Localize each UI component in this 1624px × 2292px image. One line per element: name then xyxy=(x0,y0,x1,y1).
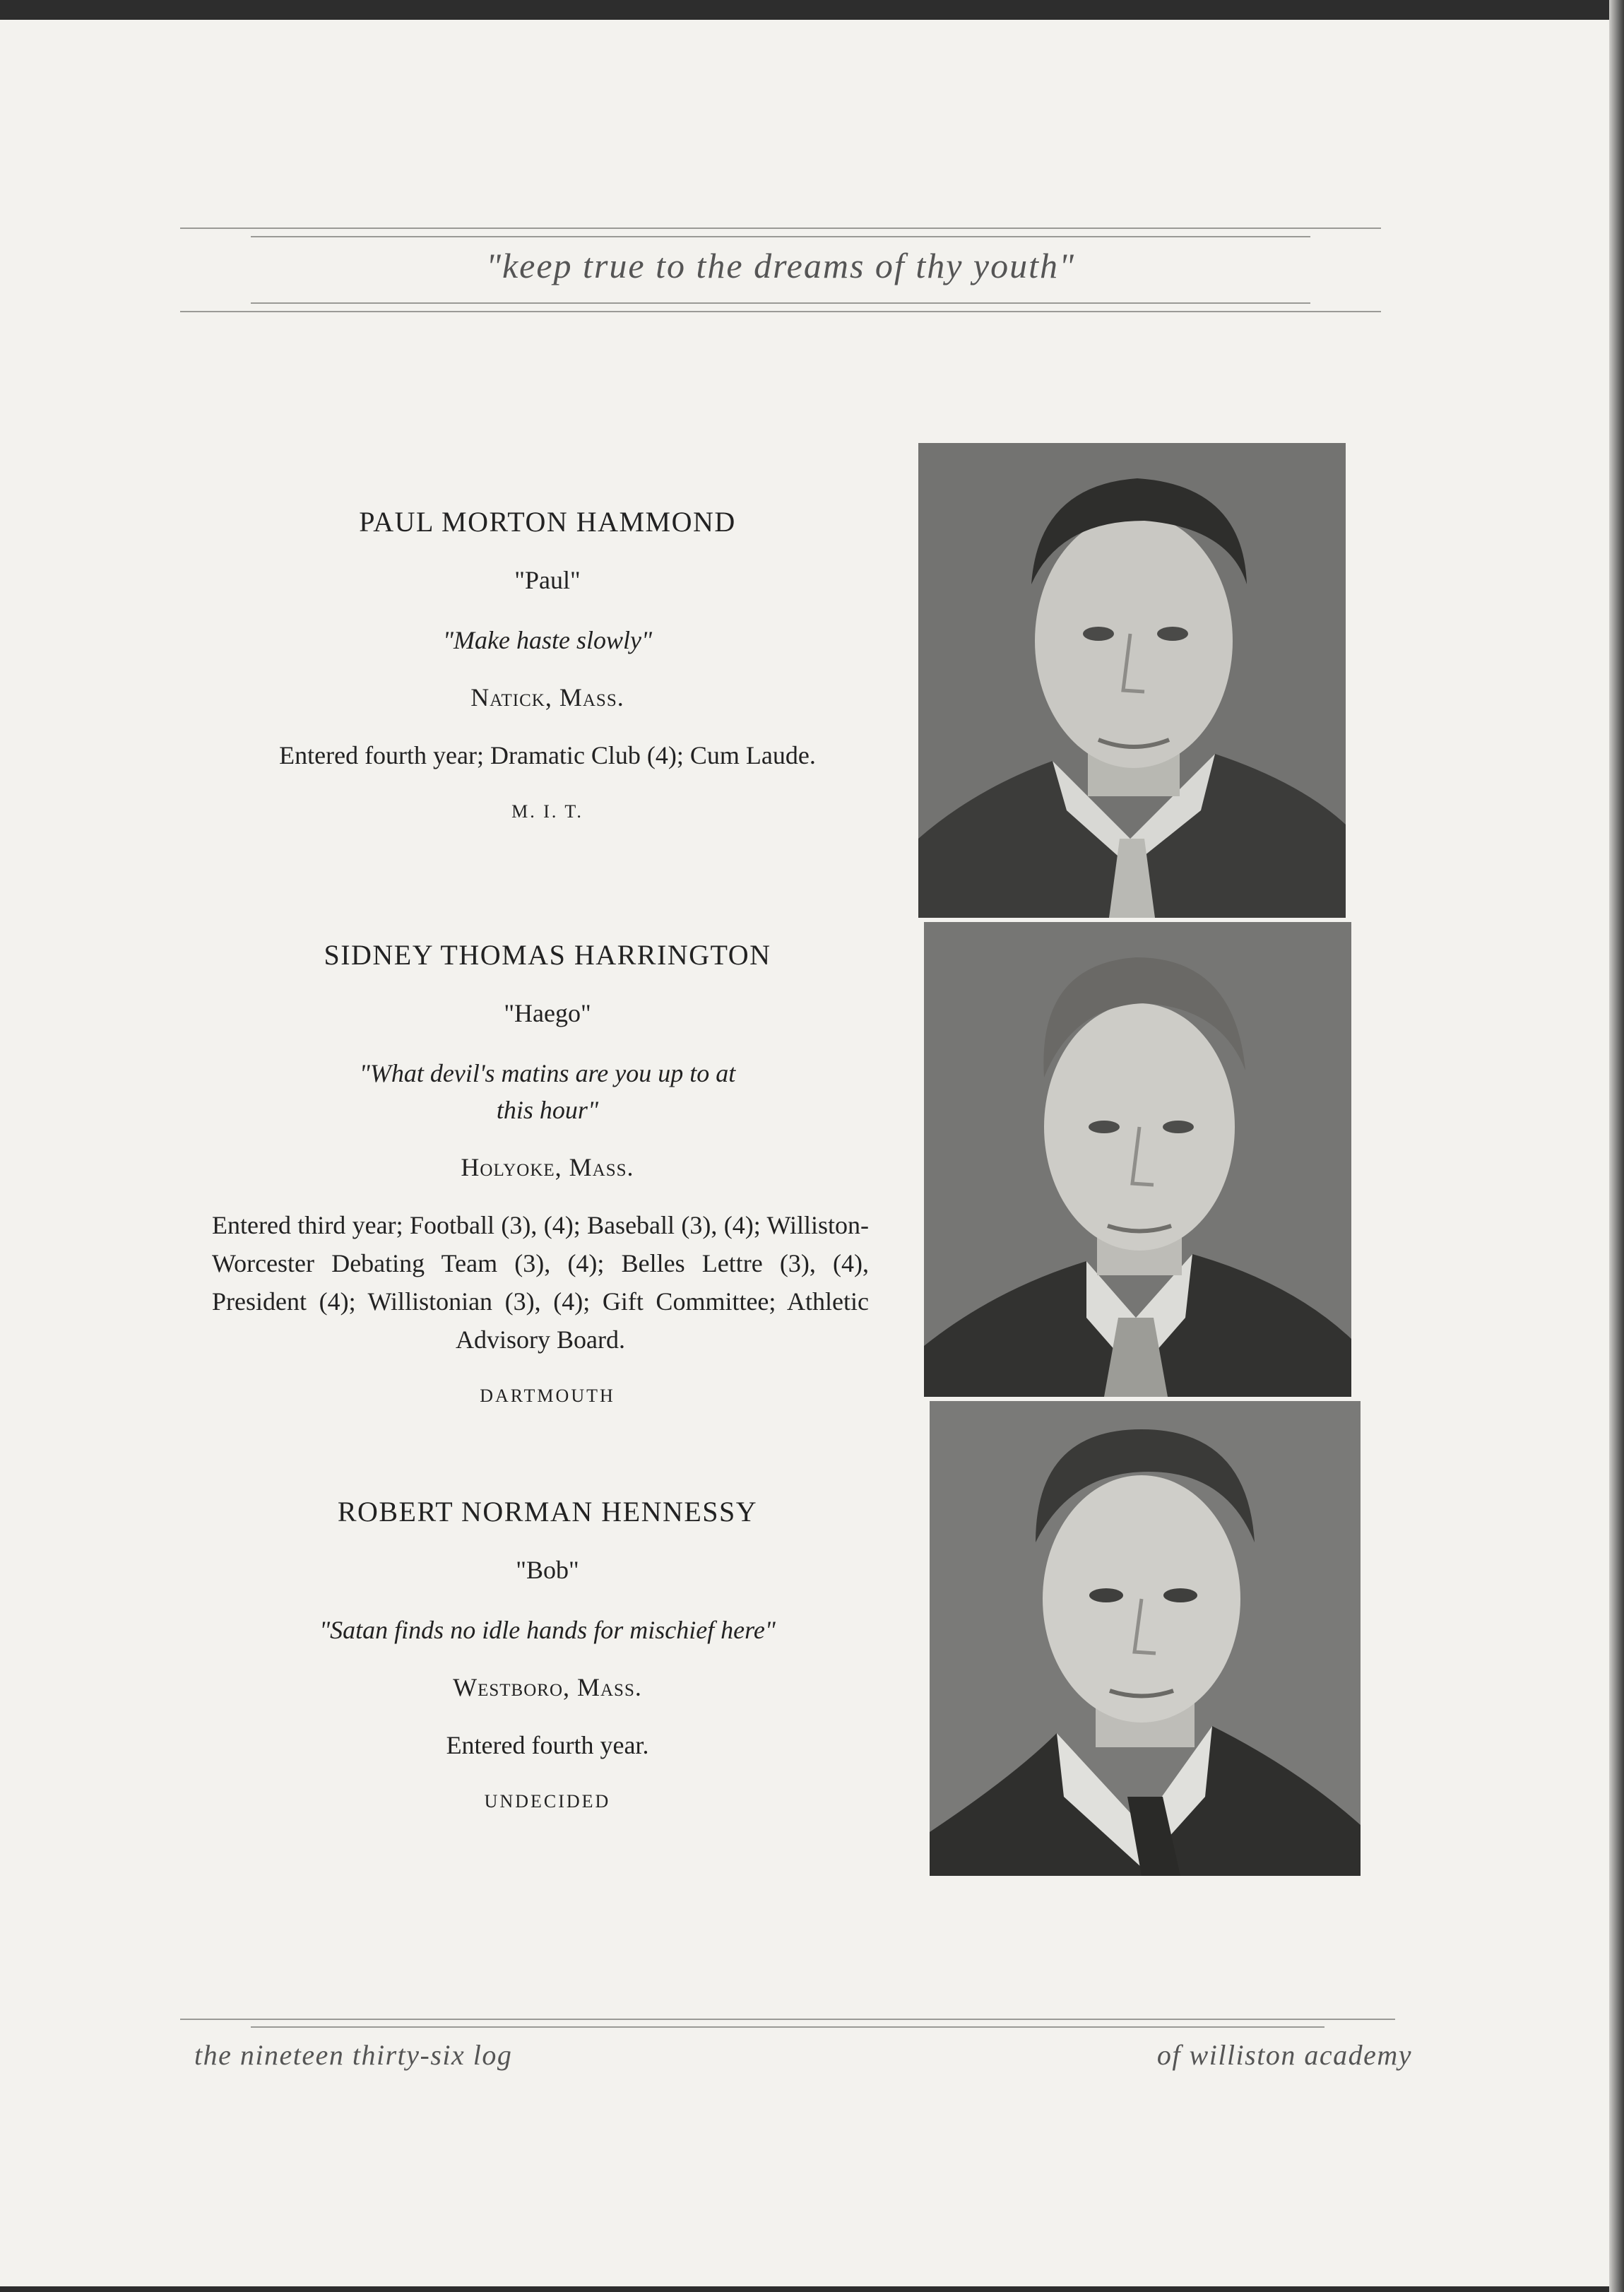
student-name: SIDNEY THOMAS HARRINGTON xyxy=(324,939,771,971)
student-quote: "Make haste slowly" xyxy=(442,626,653,654)
student-nickname: "Paul" xyxy=(514,566,581,594)
student-record: Entered third year; Football (3), (4); Baseball (3), (4); Williston-Worcester Debating Team (3), (4); Belles Lettre (3), (4), President (4); Willistonian (3), (4); Gift Committee; Athletic Advisory Board. xyxy=(212,1211,869,1354)
student-name: ROBERT NORMAN HENNESSY xyxy=(337,1496,758,1528)
footer-right-text: of williston academy xyxy=(1156,2039,1412,2071)
student-college: DARTMOUTH xyxy=(480,1386,615,1406)
page-motto: "keep true to the dreams of thy youth" xyxy=(485,246,1075,285)
student-hometown: Natick, Mass. xyxy=(470,683,624,711)
student-college: UNDECIDED xyxy=(484,1791,611,1812)
student-record: Entered fourth year; Dramatic Club (4); Cum Laude. xyxy=(279,741,816,769)
portrait-photo xyxy=(918,443,1346,918)
student-quote: "What devil's matins are you up to at this hour" xyxy=(359,1059,736,1124)
student-record: Entered fourth year. xyxy=(446,1731,649,1759)
footer-left-text: the nineteen thirty-six log xyxy=(194,2039,513,2071)
student-nickname: "Haego" xyxy=(504,999,591,1027)
student-name: PAUL MORTON HAMMOND xyxy=(359,506,736,538)
page-edge xyxy=(1609,0,1624,2292)
portrait-photo xyxy=(924,922,1351,1397)
student-hometown: Holyoke, Mass. xyxy=(461,1153,634,1181)
header-rule-bottom-outer xyxy=(180,311,1381,312)
portrait-image xyxy=(924,922,1351,1397)
portrait-image xyxy=(918,443,1346,918)
student-nickname: "Bob" xyxy=(516,1556,579,1584)
student-entry xyxy=(212,505,883,822)
footer-rule-outer xyxy=(180,2019,1395,2020)
student-hometown: Westboro, Mass. xyxy=(453,1673,642,1701)
student-college: M. I. T. xyxy=(511,801,583,822)
student-quote: "Satan finds no idle hands for mischief here" xyxy=(319,1616,776,1644)
student-entry xyxy=(212,1495,883,1812)
footer-rule-inner xyxy=(251,2026,1324,2028)
portrait-image xyxy=(930,1401,1361,1876)
student-entry xyxy=(212,938,883,1407)
header-rule-top-inner xyxy=(251,236,1310,237)
header-rule-bottom-inner xyxy=(251,302,1310,304)
header-rule-top-outer xyxy=(180,228,1381,229)
portrait-photo xyxy=(930,1401,1361,1876)
